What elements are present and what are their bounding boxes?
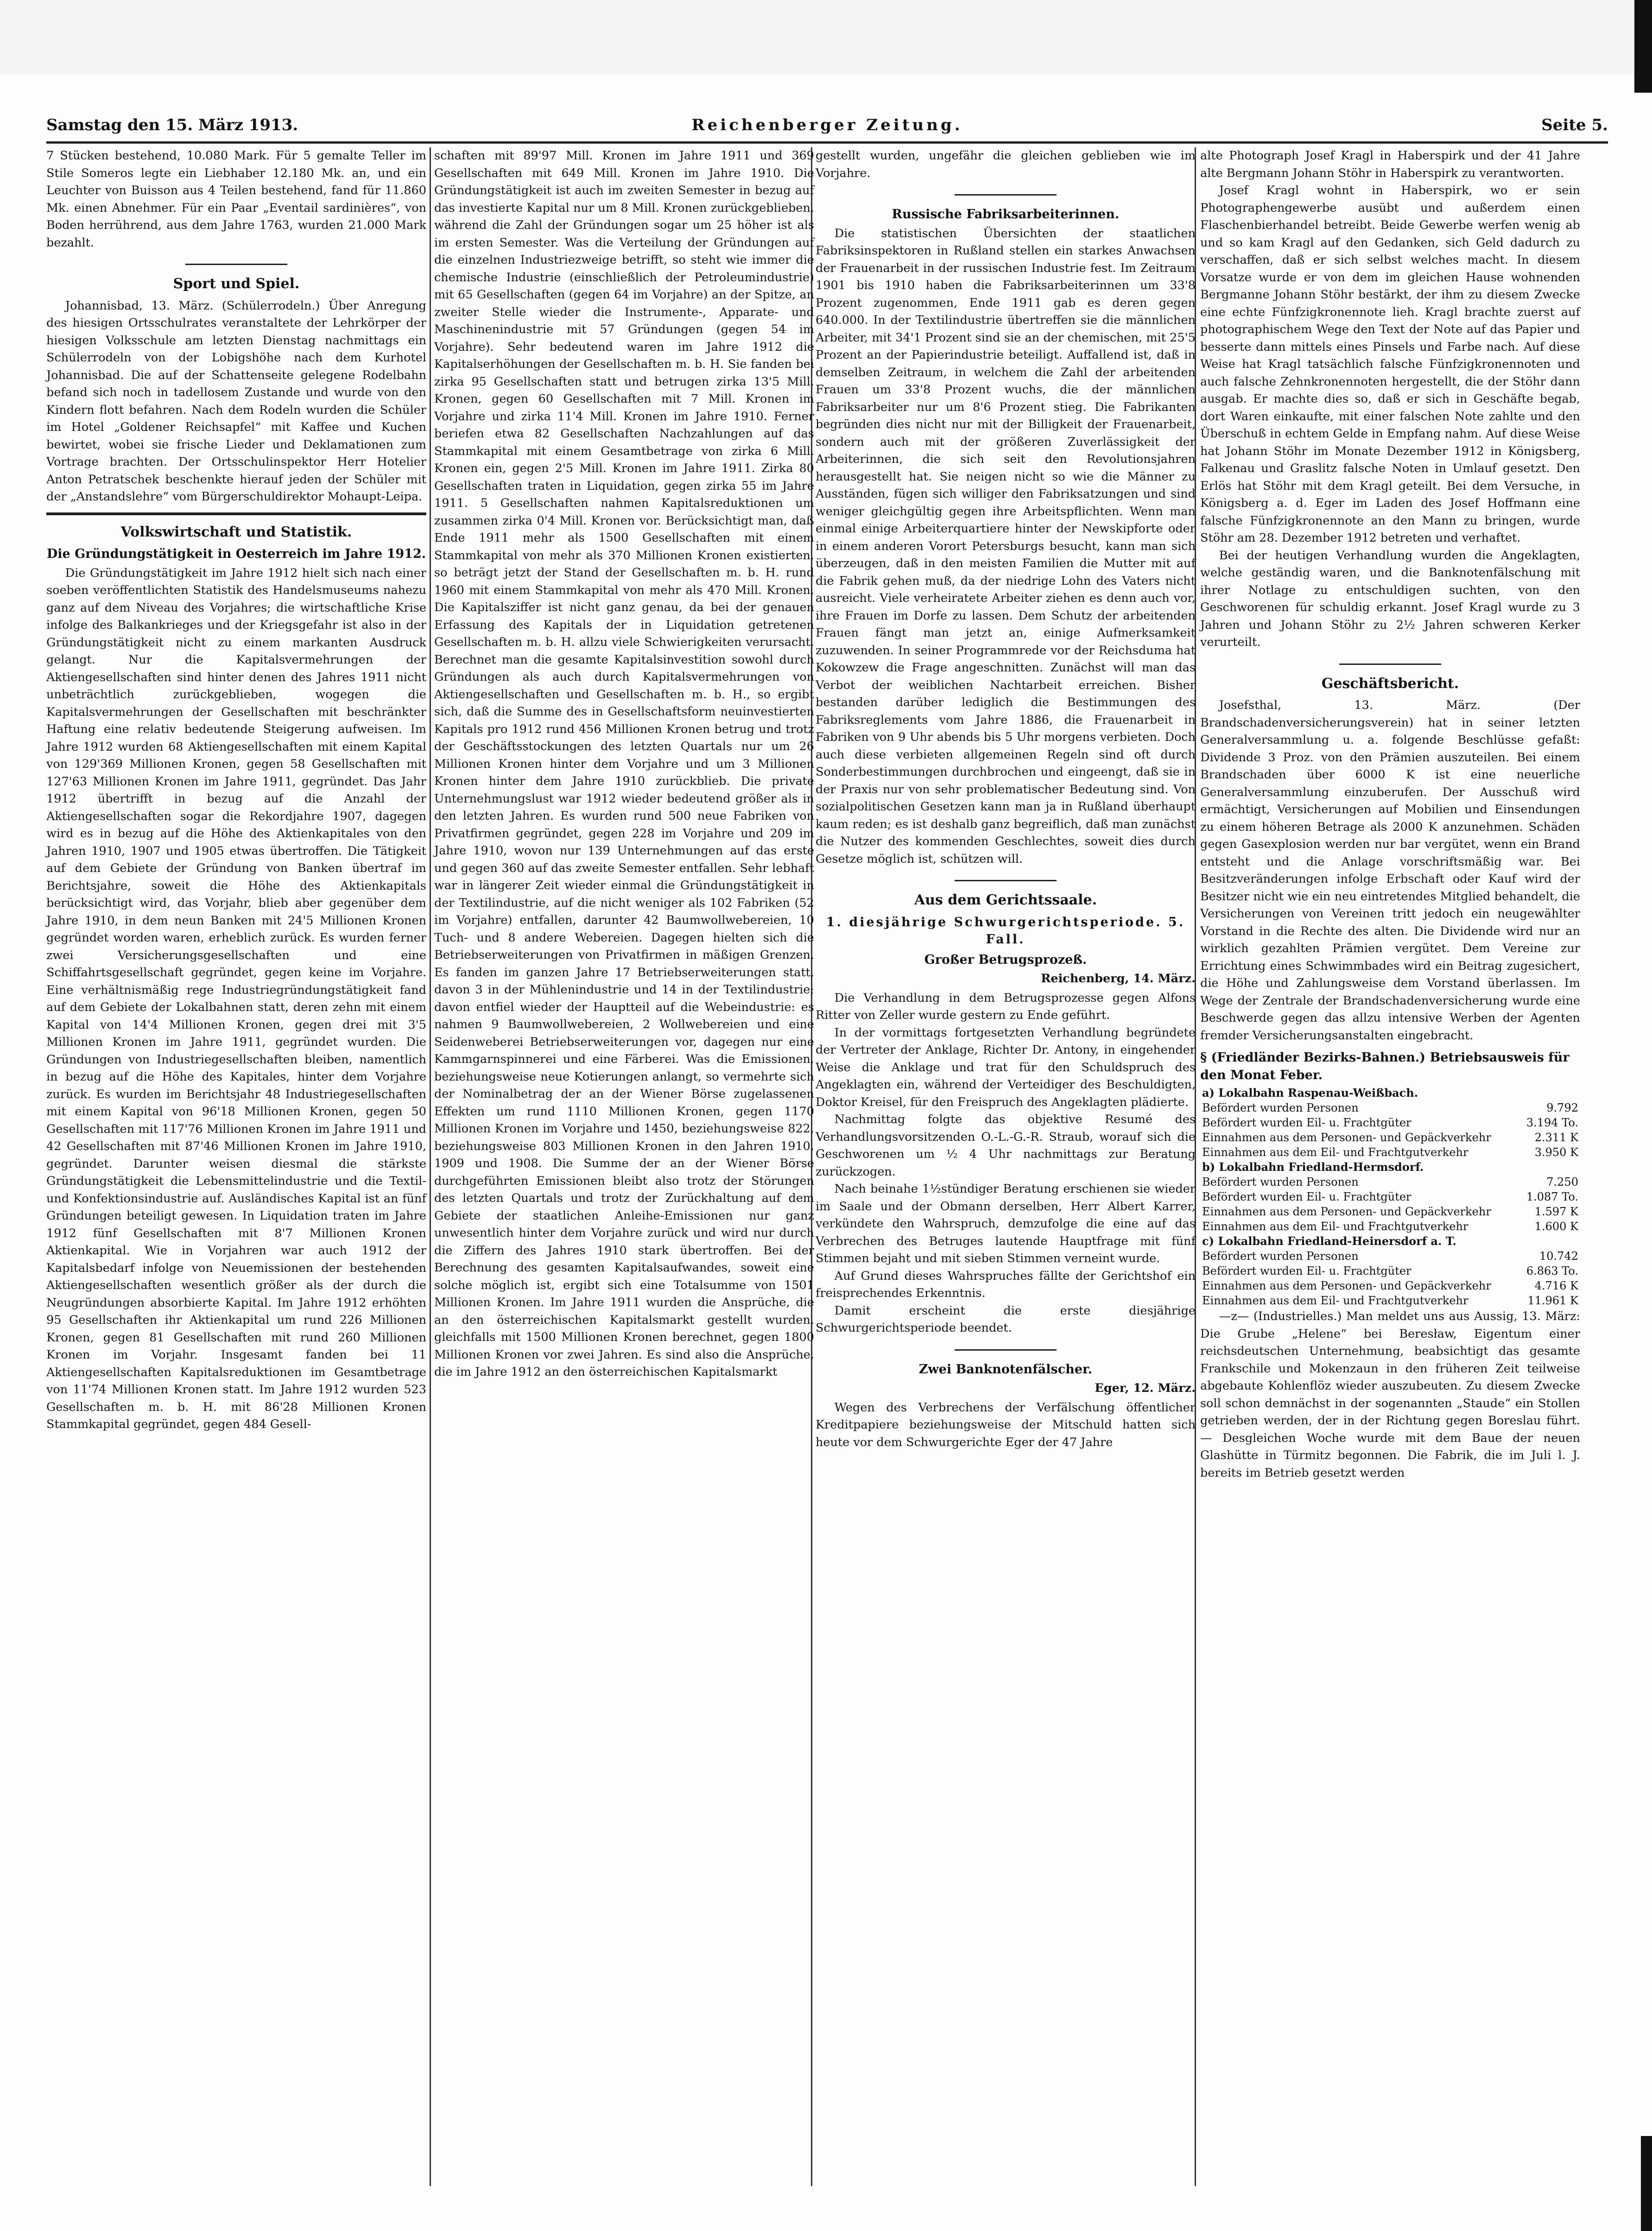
article-title-founding: Die Gründungstätigkeit in Oesterreich im Jahre 1912. xyxy=(46,547,426,561)
railway-row-value: 2.311 K xyxy=(1534,1131,1578,1144)
railway-row-label: Einnahmen aus dem Personen- und Gepäckverkehr xyxy=(1202,1205,1491,1218)
railway-row-value: 9.792 xyxy=(1546,1101,1578,1114)
railway-row-label: Befördert wurden Eil- u. Frachtgüter xyxy=(1202,1190,1411,1203)
railway-report-table xyxy=(1200,1086,1580,1308)
railway-row-value: 3.194 To. xyxy=(1526,1116,1578,1129)
railway-table-row xyxy=(1200,1100,1580,1115)
railway-row-value: 6.863 To. xyxy=(1526,1264,1578,1277)
court-dateline: Reichenberg, 14. März. xyxy=(1041,972,1196,986)
railway-row-label: Befördert wurden Eil- u. Frachtgüter xyxy=(1202,1116,1411,1129)
section-heading-court: Aus dem Gerichtssaale. xyxy=(914,892,1097,908)
article-founding-continued: schaften mit 89'97 Mill. Kronen im Jahre 1911 und 369 Gesellschaften mit 649 Mill. Kronen im Jahre 1910. Die Gründungstätigkeit ist auch im zweiten Semester in bezug auf das investierte Kapital nur um 8 Mill. Kronen zurückgeblieben, während die Zahl der Gründungen sogar um 25 höher ist als im ersten Semester. Was die Verteilung der Gründungen auf die einzelnen Industriezweige betrifft, so steht wie immer die chemische Industrie (einschließlich der Petroleumindustrie) mit 65 Gesellschaften (gegen 64 im Vorjahre) an der Spitze, an zweiter Stelle wieder die Instrumente-, Apparate- und Maschinenindustrie mit 57 Gründungen (gegen 54 im Vorjahre). Sehr bedeutend waren im Jahre 1912 die Kapitalserhöhungen der Gesellschaften m. b. H. Sie fanden bei zirka 95 Gesellschaften statt und betrugen zirka 13'5 Mill. Kronen, gegen 60 Gesellschaften mit 7 Mill. Kronen im Vorjahre und zirka 11'4 Mill. Kronen im Jahre 1910. Ferner beriefen etwa 82 Gesellschaften Nachzahlungen auf das Stammkapital mit einem Gesamtbetrage von zirka 6 Mill. Kronen ein, gegen 2'5 Mill. Kronen im Jahre 1911. Zirka 80 Gesellschaften traten in Liquidation, gegen zirka 55 im Jahre 1911. 5 Gesellschaften nahmen Kapitalsreduktionen um zusammen zirka 0'4 Mill. Kronen vor. Berücksichtigt man, daß Ende 1911 mehr als 1500 Gesellschaften mit einem Stammkapital von mehr als 370 Millionen Kronen existierten, so beträgt jetzt der Stand der Gesellschaften m. b. H. rund 1960 mit einem Stammkapital von mehr als 470 Mill. Kronen. Die Kapitalsziffer ist nicht ganz genau, da bei der genauen Erfassung des Kapitals der in Liquidation getretenen Gesellschaften m. b. H. allzu viele Schwierigkeiten verursacht. Berechnet man die gesamte Kapitalsinvestition sowohl durch Gründungen als auch durch Kapitalsvermehrungen von Aktiengesellschaften und Gesellschaften m. b. H., so ergibt sich, daß die Summe des in Gesellschaftsform neuinvestierten Kapitals pro 1912 rund 456 Millionen Kronen betrug und trotz der Geschäftsstockungen des letzten Quartals nur um 26 Millionen Kronen hinter dem Vorjahre und um 3 Millionen Kronen hinter dem Jahre 1910 zurückblieb. Die private Unternehmungslust war 1912 wieder bedeutend größer als in den letzten Jahren. Es wurden rund 500 neue Fabriken von Privatfirmen gegründet, gegen 228 im Vorjahre und 209 im Jahre 1910, wovon nur 139 Unternehmungen auf das erste und gegen 360 auf das zweite Semester entfallen. Sehr lebhaft war in längerer Zeit wieder einmal die Gründungstätigkeit in der Textilindustrie, auf die nicht weniger als 102 Fabriken (52 im Vorjahre) entfallen, darunter 42 Baumwollwebereien, 10 Tuch- und 8 andere Webereien. Dagegen hielten sich die Betriebserweiterungen von Privatfirmen in mäßigen Grenzen. Es fanden im ganzen Jahre 17 Betriebserweiterungen statt, davon 3 in der Mühlenindustrie und 14 in der Textilindustrie; davon entfiel wieder der Hauptteil auf die Webeindustrie: es nahmen 9 Baumwollwebereien, 2 Wollwebereien und eine Seidenweberei Betriebserweiterungen vor, dagegen nur eine Kammgarnspinnerei und eine Färberei. Was die Emissionen, beziehungsweise neue Kotierungen anlangt, so vermehrte sich der Nominalbetrag der an der Wiener Börse zugelassenen Effekten um rund 1110 Millionen Kronen, gegen 1170 Millionen Kronen im Vorjahre und 1450, beziehungsweise 822, beziehungsweise 803 Millionen Kronen in den Jahren 1910, 1909 und 1908. Die Summe der an der Wiener Börse durchgeführten Emissionen bleibt also trotz der Störungen des letzten Quartals und trotz der Zurückhaltung auf dem Gebiete der staatlichen Anleihe-Emissionen nur ganz unwesentlich hinter dem Vorjahre zurück und wird nur durch die Ziffern des Jahres 1910 stark übertroffen. Bei der Berechnung des gesamten Kapitalsaufwandes, soweit eine solche möglich ist, ergibt sich eine Totalsumme von 1501 Millionen Kronen. Im Jahre 1911 wurden die Ansprüche, die an den österreichischen Kapitalsmarkt gestellt wurden, gleichfalls mit 1500 Millionen Kronen berechnet, gegen 1800 Millionen Kronen vor zwei Jahren. Es sind also die Ansprüche, die im Jahre 1912 an den österreichischen Kapitalsmarkt xyxy=(434,149,814,1379)
court-paragraph: Damit erscheint die erste diesjährige Schwurgerichtsperiode beendet. xyxy=(816,1303,1196,1335)
column-3 xyxy=(816,147,1196,1451)
court-paragraph: In der vormittags fortgesetzten Verhandlung begründete der Vertreter der Anklage, Richter Dr. Antony, in eingehender Weise die Anklage und trat für den Schuldspruch des Angeklagten ein, während der Verteidiger des Beschuldigten, Doktor Kreisel, für den Freispruch des Angeklagten plädierte. xyxy=(816,1025,1196,1109)
railway-table-row xyxy=(1200,1115,1580,1130)
counterfeit-continued: alte Photograph Josef Kragl in Haberspirk und der 41 Jahre alte Bergmann Johann Stöhr in Haberspirk zu verantworten. xyxy=(1200,149,1580,180)
railway-row-value: 1.597 K xyxy=(1534,1205,1578,1218)
railway-row-label: b) Lokalbahn Friedland-Hermsdorf. xyxy=(1202,1160,1424,1174)
running-head xyxy=(46,116,1608,144)
railway-row-value: 11.961 K xyxy=(1527,1294,1578,1307)
article-founding-end: gestellt wurden, ungefähr die gleichen geblieben wie im Vorjahre. xyxy=(816,149,1196,180)
section-divider xyxy=(955,1349,1057,1351)
railway-table-row xyxy=(1200,1145,1580,1160)
section-heading-business: Geschäftsbericht. xyxy=(1321,675,1459,692)
counterfeit-paragraph: Bei der heutigen Verhandlung wurden die Angeklagten, welche geständig waren, und die Banknotenfälschung mit ihrer Notlage zu entschuldigen suchten, von den Geschworenen für schuldig erkannt. Josef Kragl wurde zu 3 Jahren und Johann Stöhr zu 2½ Jahren schweren Kerker verurteilt. xyxy=(1200,548,1580,649)
industry-news: —z— (Industrielles.) Man meldet uns aus Aussig, 13. März: Die Grube „Helene“ bei Beresław, Eigentum einer reichsdeutschen Unternehmung, beabsichtigt das gesamte Frankschile und Mokenzaun in den früheren Zeit teilweise abgebaute Kohlenflöz wieder auszubeuten. Zu diesem Zwecke soll schon demnächst in der sogenannten „Staude“ ein Stollen getrieben werden, der in der Richtung gegen Boreslau führt. — Desgleichen Woche wurde mit dem Baue der neuen Glashütte in Türmitz begonnen. Die Fabrik, die im Juli l. J. bereits im Betrieb gesetzt werden xyxy=(1200,1309,1580,1480)
railway-table-row xyxy=(1200,1278,1580,1293)
article-title-counterfeiters: Zwei Banknotenfälscher. xyxy=(918,1362,1093,1377)
court-case-title: Großer Betrugsprozeß. xyxy=(924,952,1087,967)
court-paragraph: Nach beinahe 1½stündiger Beratung erschienen sie wieder im Saale und der Obmann derselben, Herr Albert Karrer, verkündete den Wahrspruch, demzufolge die eine auf das Verbrechen des Betruges lautende Hauptfrage mit fünf Stimmen bejaht und mit sieben Stimmen verneint wurde. xyxy=(816,1182,1196,1265)
railway-table-row xyxy=(1200,1189,1580,1204)
column-4 xyxy=(1200,147,1580,1482)
railway-row-label: Einnahmen aus dem Personen- und Gepäckverkehr xyxy=(1202,1279,1491,1292)
railway-row-value: 1.087 To. xyxy=(1526,1190,1578,1203)
article-title-russian-workers: Russische Fabriksarbeiterinnen. xyxy=(892,207,1120,221)
business-report: Josefsthal, 13. März. (Der Brandschadenversicherungsverein) hat in seiner letzten Generalversammlung u. a. folgende Beschlüsse gefaßt: Dividende 3 Proz. von den Prämien auszuteilen. Bei einem Brandschaden über 6000 K ist eine neuerliche Generalversammlung einzuberufen. Der Ausschuß wird ermächtigt, Versicherungen auf Mobilien und Einsendungen zu einem höheren Betrage als 2000 K anzunehmen. Schäden gegen Gasexplosion werden nur bar vergütet, wenn ein Brand entsteht und die Anlage vorschriftsmäßig war. Bei Besitzveränderungen infolge Erbschaft oder Kauf wird der Besitzer nicht wie ein neu eintretendes Mitglied behandelt, die Versicherungen von Vereinen tritt jedoch ein neugewählter Vorstand in die Rechte des alten. Die Dividende wird nur an wirklich gezahlten Prämien vergütet. Dem Vereine zur Errichtung eines Schwimmbades wird ein Beitrag zugesichert, die Höhe und Zahlungsweise dem Vorstand überlassen. Im Wege der Zentrale der Brandschadenversicherung wurde eine Beschwerde gegen das allzu intensive Werben der Agenten fremder Versicherungsanstalten eingebracht. xyxy=(1200,698,1580,1043)
court-paragraph: Die Verhandlung in dem Betrugsprozesse gegen Alfons Ritter von Zeller wurde gestern zu Ende geführt. xyxy=(816,991,1196,1022)
counterfeit-paragraph: Wegen des Verbrechens der Verfälschung öffentlicher Kreditpapiere beziehungsweise der Mitschuld hatten sich heute vor dem Schwurgerichte Eger der 47 Jahre xyxy=(816,1400,1196,1449)
section-divider xyxy=(1339,664,1441,665)
railway-row-label: a) Lokalbahn Raspenau-Weißbach. xyxy=(1202,1086,1418,1100)
court-subheading: 1. diesjährige Schwurgerichtsperiode. 5. Fall. xyxy=(826,915,1185,947)
railway-row-label: Befördert wurden Eil- u. Frachtgüter xyxy=(1202,1264,1411,1277)
railway-table-row xyxy=(1200,1130,1580,1145)
railway-row-label: Einnahmen aus dem Personen- und Gepäckverkehr xyxy=(1202,1131,1491,1144)
scan-edge-mark-bottom xyxy=(1641,2136,1652,2231)
article-continuation: 7 Stücken bestehend, 10.080 Mark. Für 5 gemalte Teller im Stile Someros legte ein Liebhaber 12.180 Mk. an, und ein Leuchter von Buisson aus 4 Teilen bestehend, fand für 11.860 Mk. einen Abnehmer. Für ein Paar „Eventail sardinières“, von Boden herrührend, aus dem Jahre 1763, wurden 21.000 Mark bezahlt. xyxy=(46,149,426,250)
court-paragraph: Auf Grund dieses Wahrspruches fällte der Gerichtshof ein freisprechendes Erkenntnis. xyxy=(816,1269,1196,1300)
railway-row-value: 1.600 K xyxy=(1534,1220,1578,1233)
railway-table-row xyxy=(1200,1234,1580,1249)
article-russian-workers: Die statistischen Übersichten der staatlichen Fabriksinspektoren in Rußland stellen ein starkes Anwachsen der Frauenarbeit in der russischen Industrie fest. Im Zeitraum 1901 bis 1910 haben die Fabriksarbeiterinnen um 33'8 Prozent zugenommen, Ende 1911 gab es deren gegen 640.000. In der Textilindustrie übertreffen sie die männlichen Arbeiter, mit 34'1 Prozent sind sie an der chemischen, mit 25'5 Prozent an der Papierindustrie beteiligt. Auffallend ist, daß in demselben Zeitraum, in welchem die Zahl der arbeitenden Frauen um 33'8 Prozent wuchs, die der männlichen Fabriksarbeiter nur um 8'6 Prozent stieg. Die Fabrikanten begründen dies nicht nur mit der Billigkeit der Frauenarbeit, sondern auch mit der größeren Zuverlässigkeit der Arbeiterinnen, die sich seit den Revolutionsjahren herausgestellt hat. Sie neigen nicht so wie die Männer zu Ausständen, fügen sich williger den Fabriksatzungen und sind weniger gleichgültig gegen ihre Arbeitspflichten. Wenn man einmal einige Arbeiterquartiere hinter der Newskipforte oder in einem anderen Vorort Petersburgs besucht, kann man sich überzeugen, daß in den meisten Familien die Mutter mit auf die Fabrik gehen muß, da der niedrige Lohn des Vaters nicht ausreicht. Viele verheiratete Arbeiter ziehen es denn auch vor, ihre Frauen im Dorfe zu lassen. Dem Schutz der arbeitenden Frauen fängt man jetzt an, einige Aufmerksamkeit zuzuwenden. In seiner Programmrede vor der Reichsduma hat Kokowzew die Frage angeschnitten. Zunächst will man das Verbot der weiblichen Nachtarbeit erreichen. Bisher bestanden darüber lediglich die Bestimmungen des Fabriksreglements vom Jahre 1886, die Frauenarbeit in Fabriken von 9 Uhr abends bis 5 Uhr morgens verbieten. Doch auch diese verbieten allgemeinen Regeln sind oft durch Sonderbestimmungen durchbrochen und eingeengt, daß sie in der Praxis nur von sehr problematischer Bedeutung sind. Von sozialpolitischen Gesetzen kann man ja in Rußland überhaupt kaum reden; es ist deshalb ganz begreiflich, daß man zunächst die Nutzer des kommenden Geschlechtes, soweit dies durch Gesetze möglich ist, schützen will. xyxy=(816,226,1196,866)
railway-table-row xyxy=(1200,1175,1580,1189)
railway-row-value: 7.250 xyxy=(1546,1176,1578,1188)
railway-table-row xyxy=(1200,1249,1580,1264)
railway-row-label: Einnahmen aus dem Eil- und Frachtgutverkehr xyxy=(1202,1220,1468,1233)
railway-row-value xyxy=(1502,1160,1580,1175)
railway-row-value xyxy=(1502,1234,1580,1249)
court-paragraph: Nachmittag folgte das objektive Resumé des Verhandlungsvorsitzenden O.-L.-G.-R. Straub, worauf sich die Geschworenen um ½ 4 Uhr nachmittags zur Beratung zurückzogen. xyxy=(816,1112,1196,1179)
column-rule xyxy=(430,147,431,2186)
column-2 xyxy=(434,147,814,1381)
railway-row-label: Befördert wurden Personen xyxy=(1202,1250,1359,1263)
section-divider xyxy=(955,194,1057,196)
railway-table-row xyxy=(1200,1293,1580,1308)
railway-row-label: Einnahmen aus dem Eil- und Frachtgutverkehr xyxy=(1202,1294,1468,1307)
railway-row-value: 10.742 xyxy=(1539,1250,1578,1263)
counterfeit-paragraph: Josef Kragl wohnt in Haberspirk, wo er sein Photographengewerbe ausübt und außerdem einen Flaschenbierhandel betreibt. Beide Gewerbe werfen wenig ab und so kam Kragl auf den Gedanken, sich Geld dadurch zu verschaffen, daß er sich selbst welches macht. In diesem Vorsatze wurde er von dem im gleichen Hause wohnenden Bergmanne Johann Stöhr bestärkt, der ihm zu diesem Zwecke eine echte Fünfzigkronennote lieh. Kragl brachte zuerst auf photographischem Wege den Text der Note auf das Papier und besserte dann mittels eines Pinsels und Farbe nach. Auf diese Weise hat Kragl tatsächlich falsche Fünfzigkronennoten und auch falsche Zehnkronennoten hergestellt, die der Stöhr dann ausgab. Er machte dies so, daß er sich in Geschäfte begab, dort Waren einkaufte, mit einer falschen Note zahlte und den Überschuß in echtem Gelde in Empfang nahm. Auf diese Weise hat Johann Stöhr im Monate Dezember 1912 in Königsberg, Falkenau und Graslitz falsche Noten in Umlauf gesetzt. Den Erlös hat Stöhr mit dem Kragl geteilt. Bei dem Versuche, in Königsberg a. d. Eger im Laden des Josef Hoffmann eine falsche Fünfzigkronennote an den Mann zu bringen, wurde Stöhr am 28. Dezember 1912 betreten und verhaftet. xyxy=(1200,183,1580,545)
scan-edge-mark xyxy=(1634,0,1652,93)
railway-row-label: Befördert wurden Personen xyxy=(1202,1101,1359,1114)
header-title: Reichenberger Zeitung. xyxy=(691,116,963,134)
railway-row-value: 4.716 K xyxy=(1534,1279,1578,1292)
railway-table-row xyxy=(1200,1264,1580,1278)
railway-report-heading: § (Friedländer Bezirks-Bahnen.) Betriebsausweis für den Monat Feber. xyxy=(1200,1050,1570,1082)
railway-row-value xyxy=(1502,1086,1580,1100)
section-heading-economy: Volkswirtschaft und Statistik. xyxy=(120,524,352,540)
section-divider xyxy=(955,880,1057,881)
section-heading-sport: Sport und Spiel. xyxy=(173,276,300,292)
header-rule xyxy=(46,141,1608,144)
railway-table-row xyxy=(1200,1086,1580,1100)
railway-row-label: c) Lokalbahn Friedland-Heinersdorf a. T. xyxy=(1202,1234,1456,1248)
column-1 xyxy=(46,147,426,1434)
counterfeit-dateline: Eger, 12. März. xyxy=(1095,1381,1196,1395)
railway-table-row xyxy=(1200,1219,1580,1234)
header-date: Samstag den 15. März 1913. xyxy=(46,116,298,134)
railway-row-label: Befördert wurden Personen xyxy=(1202,1176,1359,1188)
railway-row-label: Einnahmen aus dem Eil- und Frachtgutverkehr xyxy=(1202,1146,1468,1159)
railway-table-row xyxy=(1200,1204,1580,1219)
article-sport: Johannisbad, 13. März. (Schülerrodeln.) Über Anregung des hiesigen Ortsschulrates veranstaltete der Lehrkörper der hiesigen Volksschule am letzten Dienstag nachmittags ein Schülerrodeln von der Lobigshöhe nach dem Kurhotel Johannisbad. Die auf der Schattenseite gelegene Rodelbahn befand sich noch in tadellosem Zustande und wurde von den Kindern flott befahren. Nach dem Rodeln wurden die Schüler im Hotel „Goldener Reichsapfel“ mit Kaffee und Kuchen bewirtet, wobei sie frische Lieder und Deklamationen zum Vortrage brachten. Der Ortsschulinspektor Herr Hotelier Anton Petratschek beschenkte hierauf jeden der Schüler mit der „Anstandslehre“ vom Bürgerschuldirektor Mohaupt-Leipa. xyxy=(46,298,426,504)
header-page-number: Seite 5. xyxy=(1541,116,1608,134)
section-divider xyxy=(185,264,287,265)
railway-table-row xyxy=(1200,1160,1580,1175)
railway-row-value: 3.950 K xyxy=(1534,1146,1578,1159)
article-founding-text: Die Gründungstätigkeit im Jahre 1912 hielt sich nach einer soeben veröffentlichten Statistik des Handelsmuseums nahezu ganz auf dem Niveau des Vorjahres; die wirtschaftliche Krise infolge des Balkankrieges und der Kriegsgefahr ist also in der Gründungstätigkeit nicht zu einem markanten Ausdruck gelangt. Nur die Kapitalsvermehrungen der Aktiengesellschaften sind hinter denen des Jahres 1911 nicht unbeträchtlich zurückgeblieben, wogegen die Kapitalsvermehrungen der Gesellschaften mit beschränkter Haftung eine relativ bedeutende Steigerung aufweisen. Im Jahre 1912 wurden 68 Aktiengesellschaften mit einem Kapital von 129'369 Millionen Kronen, gegen 58 Gesellschaften mit 127'63 Millionen Kronen im Jahre 1911, gegründet. Das Jahr 1912 übertrifft in bezug auf die Anzahl der Aktiengesellschaften sogar die Rekordjahre 1907, dagegen wird es in bezug auf die Höhe des Aktienkapitales von den Jahren 1910, 1907 und 1905 etwas übertroffen. Die Tätigkeit auf dem Gebiete der Gründung von Banken übertraf im Berichtsjahre, soweit die Höhe des Aktienkapitals berücksichtigt wird, das Vorjahr, blieb aber gegenüber dem Jahre 1910, in dem neun Banken mit 24'5 Millionen Kronen gegründet worden waren, erheblich zurück. Es wurden ferner zwei Versicherungsgesellschaften und eine Schiffahrtsgesellschaft gegründet, gegen keine im Vorjahre. Eine verhältnismäßig rege Industriegründungstätigkeit fand auf dem Gebiete der Lokalbahnen statt, deren zehn mit einem Kapital von 14'4 Millionen Kronen, gegen drei mit 3'5 Millionen Kronen im Jahre 1911, gegründet wurden. Die Gründungen von Industriegesellschaften bleiben, namentlich in bezug auf die Höhe des Kapitales, hinter dem Vorjahre zurück. Es wurden im Berichtsjahr 48 Industriegesellschaften mit einem Kapital von 96'18 Millionen Kronen, gegen 50 Gesellschaften mit 117'76 Millionen Kronen im Jahre 1911 und 42 Gesellschaften mit 87'46 Millionen Kronen im Jahre 1910, gegründet. Darunter weisen diesmal die stärkste Gründungstätigkeit die Lebensmittelindustrie und die Textil- und Konfektionsindustrie auf. Ausländisches Kapital ist an fünf Gründungen beteiligt gewesen. In Liquidation traten im Jahre 1912 fünf Gesellschaften mit 8'7 Millionen Kronen Aktienkapital. Wie in Vorjahren war auch 1912 der Kapitalsbedarf infolge von Neuemissionen der bestehenden Aktiengesellschaften wesentlich größer als der durch die Neugründungen absorbierte Kapital. Im Jahre 1912 erhöhten 95 Gesellschaften ihr Aktienkapital um rund 226 Millionen Kronen, gegen 81 Gesellschaften mit rund 260 Millionen Kronen im Vorjahr. Insgesamt fanden bei 11 Aktiengesellschaften Kapitalsreduktionen im Gesamtbetrage von 11'74 Millionen Kronen statt. Im Jahre 1912 wurden 523 Gesellschaften m. b. H. mit 86'28 Millionen Kronen Stammkapital gegründet, gegen 484 Gesell- xyxy=(46,566,426,1431)
section-divider xyxy=(46,512,426,515)
